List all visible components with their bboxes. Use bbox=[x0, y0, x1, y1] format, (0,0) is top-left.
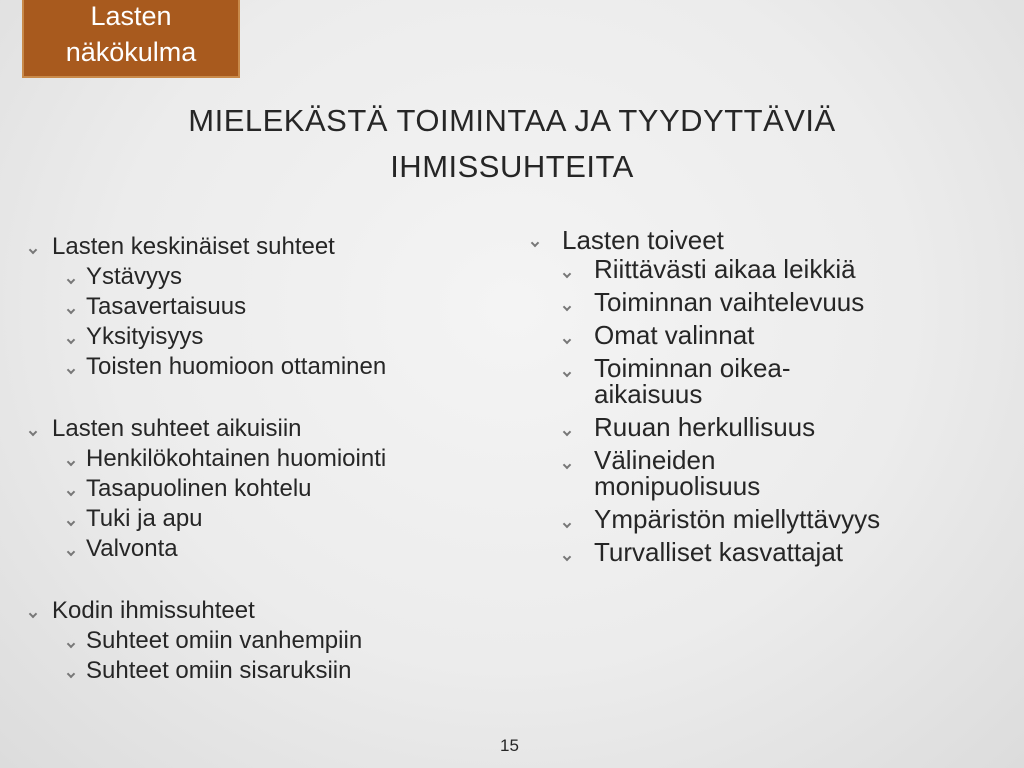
bullet-item bbox=[528, 289, 1008, 315]
bullet-icon bbox=[67, 336, 75, 344]
bullet-item-text: Ystävyys bbox=[86, 263, 183, 290]
bullet-item bbox=[30, 352, 470, 382]
bullet-heading-text: Kodin ihmissuhteet bbox=[52, 597, 255, 624]
bullet-item bbox=[528, 414, 1008, 440]
bullet-icon bbox=[563, 369, 571, 377]
bullet-item-text: Turvalliset kasvattajat bbox=[594, 537, 844, 567]
bullet-item-text: Henkilökohtainen huomiointi bbox=[86, 445, 387, 472]
bullet-icon bbox=[67, 458, 75, 466]
page-number: 15 bbox=[500, 736, 519, 755]
bullet-icon bbox=[67, 488, 75, 496]
bullet-icon bbox=[67, 640, 75, 648]
bullet-item bbox=[528, 539, 1008, 565]
slide-title bbox=[62, 98, 962, 190]
bullet-item-text: Välineiden monipuolisuus bbox=[594, 445, 761, 501]
bullet-item-text: Tasavertaisuus bbox=[86, 293, 247, 320]
bullet-heading bbox=[30, 596, 470, 626]
bullet-heading bbox=[30, 414, 470, 444]
bullet-icon bbox=[531, 239, 539, 247]
group-spacer bbox=[30, 382, 470, 414]
bullet-item bbox=[30, 444, 470, 474]
bullet-item bbox=[30, 262, 470, 292]
bullet-icon bbox=[29, 428, 37, 436]
bullet-item-text: Tuki ja apu bbox=[86, 505, 203, 532]
bullet-item-text: Valvonta bbox=[86, 535, 178, 562]
bullet-item bbox=[30, 504, 470, 534]
bullet-item-text: Tasapuolinen kohtelu bbox=[86, 475, 312, 502]
bullet-item bbox=[30, 322, 470, 352]
bullet-icon bbox=[67, 548, 75, 556]
bullet-item bbox=[528, 322, 1008, 348]
bullet-group bbox=[30, 414, 470, 564]
bullet-item-text: Ruuan herkullisuus bbox=[594, 412, 816, 442]
right-column bbox=[528, 224, 1008, 572]
bullet-item-text: Ympäristön miellyttävyys bbox=[594, 504, 881, 534]
bullet-item-text: Riittävästi aikaa leikkiä bbox=[594, 254, 856, 284]
bullet-item-text: Suhteet omiin sisaruksiin bbox=[86, 657, 352, 684]
bullet-heading-text: Lasten keskinäiset suhteet bbox=[52, 233, 335, 260]
bullet-item-text: Toisten huomioon ottaminen bbox=[86, 353, 387, 380]
bullet-item bbox=[30, 474, 470, 504]
bullet-icon bbox=[563, 553, 571, 561]
bullet-icon bbox=[563, 520, 571, 528]
bullet-icon bbox=[563, 336, 571, 344]
bullet-icon bbox=[563, 303, 571, 311]
bullet-item bbox=[528, 447, 854, 499]
bullet-item bbox=[528, 355, 854, 407]
bullet-heading-text: Lasten suhteet aikuisiin bbox=[52, 415, 302, 442]
bullet-icon bbox=[67, 518, 75, 526]
bullet-item bbox=[30, 292, 470, 322]
bullet-icon bbox=[29, 246, 37, 254]
slide-title-line1: MIELEKÄSTÄ TOIMINTAA JA TYYDYTTÄVIÄ bbox=[188, 103, 836, 138]
bullet-icon bbox=[563, 428, 571, 436]
bullet-item-text: Suhteet omiin vanhempiin bbox=[86, 627, 363, 654]
section-tag-line1: Lasten bbox=[90, 1, 172, 31]
bullet-item bbox=[30, 626, 470, 656]
section-tag bbox=[22, 0, 240, 78]
slide-title-line2: IHMISSUHTEITA bbox=[390, 149, 634, 184]
bullet-icon bbox=[67, 670, 75, 678]
bullet-item-text: Toiminnan oikea-aikaisuus bbox=[594, 353, 791, 409]
bullet-icon bbox=[67, 366, 75, 374]
group-spacer bbox=[30, 564, 470, 596]
bullet-group bbox=[30, 596, 470, 686]
bullet-heading-text: Lasten toiveet bbox=[562, 225, 724, 255]
bullet-item-text: Omat valinnat bbox=[594, 320, 755, 350]
bullet-item-text: Toiminnan vaihtelevuus bbox=[594, 287, 865, 317]
bullet-item-text: Yksityisyys bbox=[86, 323, 204, 350]
bullet-icon bbox=[563, 270, 571, 278]
bullet-item bbox=[528, 256, 1008, 282]
bullet-icon bbox=[67, 276, 75, 284]
section-tag-line2: näkökulma bbox=[65, 37, 197, 67]
bullet-heading bbox=[30, 232, 470, 262]
bullet-group bbox=[30, 232, 470, 382]
bullet-item bbox=[30, 534, 470, 564]
bullet-heading bbox=[528, 224, 1008, 256]
bullet-icon bbox=[563, 461, 571, 469]
bullet-icon bbox=[29, 610, 37, 618]
bullet-item bbox=[30, 656, 470, 686]
left-column bbox=[30, 232, 470, 686]
bullet-icon bbox=[67, 306, 75, 314]
bullet-item bbox=[528, 506, 1008, 532]
